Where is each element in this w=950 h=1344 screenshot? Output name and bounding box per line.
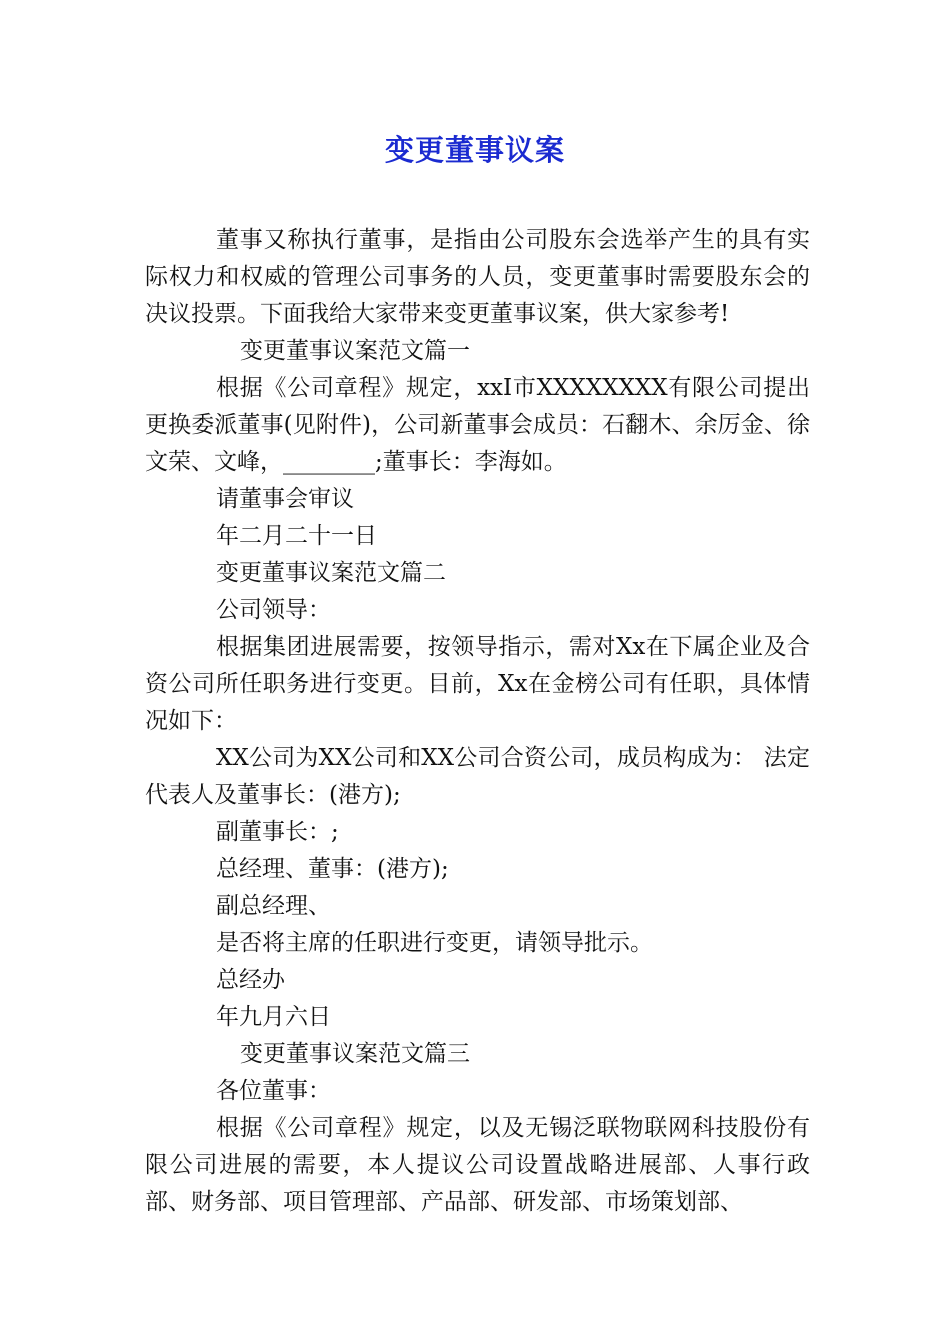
paragraph: 变更董事议案范文篇三	[240, 1041, 470, 1067]
paragraph: 总经理、董事：(港方);	[216, 856, 449, 882]
paragraph: 根据《公司章程》规定，xxI市XXXXXXXX有限公司提出更换委派董事(见附件)，公司新董事会成员：石翻木、余厉金、徐文荣、文峰，________;董事长：李海如。	[145, 375, 810, 475]
paragraph: 年九月六日	[216, 1004, 331, 1030]
paragraph: 是否将主席的任职进行变更，请领导批示。	[216, 930, 653, 956]
paragraph: 变更董事议案范文篇二	[216, 560, 446, 586]
paragraph: 年二月二十一日	[216, 523, 377, 549]
paragraph: 董事又称执行董事，是指由公司股东会选举产生的具有实际权力和权威的管理公司事务的人员，变更董事时需要股东会的决议投票。下面我给大家带来变更董事议案，供大家参考!	[145, 227, 810, 327]
paragraph: 根据集团进展需要，按领导指示，需对Xx在下属企业及合资公司所任职务进行变更。目前，Xx在金榜公司有任职，具体情况如下：	[145, 634, 810, 734]
paragraph: 副董事长：;	[216, 819, 339, 845]
paragraph: 请董事会审议	[216, 486, 354, 512]
paragraph: 公司领导：	[216, 597, 331, 623]
paragraph: 总经办	[216, 967, 285, 993]
paragraph: 根据《公司章程》规定，以及无锡泛联物联网科技股份有限公司进展的需要，本人提议公司设置战略进展部、人事行政部、财务部、项目管理部、产品部、研发部、市场策划部、	[145, 1115, 810, 1215]
paragraph: 副总经理、	[216, 893, 331, 919]
paragraph: 各位董事：	[216, 1078, 331, 1104]
document-title: 变更董事议案	[384, 133, 565, 167]
document-body	[145, 222, 810, 1221]
paragraph: 变更董事议案范文篇一	[240, 338, 470, 364]
paragraph: XX公司为XX公司和XX公司合资公司，成员构成为： 法定代表人及董事长：(港方);	[145, 745, 810, 808]
